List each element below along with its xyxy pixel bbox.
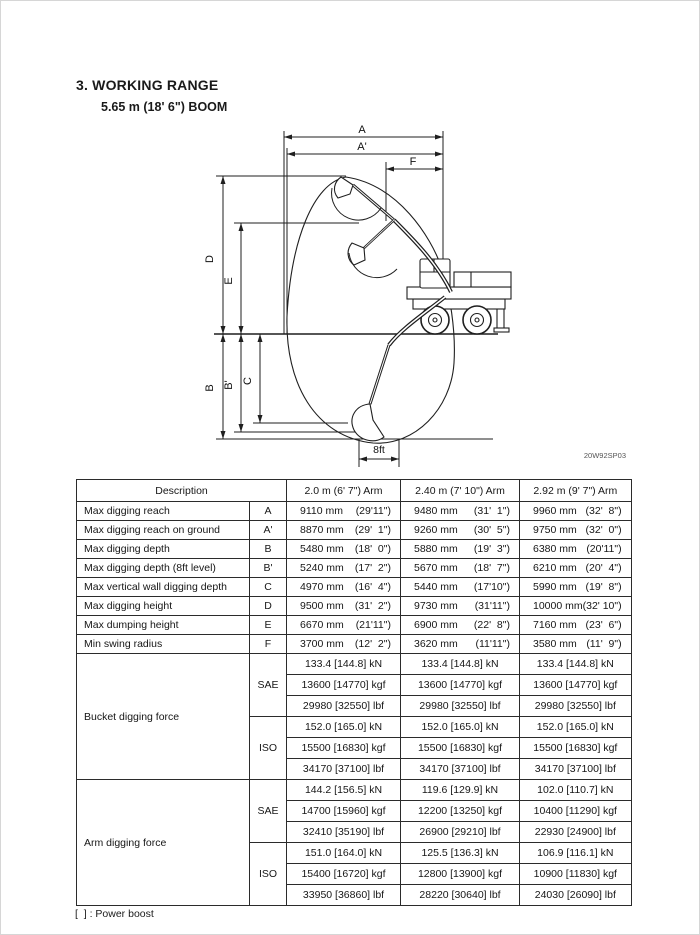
label-8ft: 8ft xyxy=(373,444,385,456)
row-letter: E xyxy=(250,616,287,635)
value-cell xyxy=(520,635,632,654)
imperial-value: (17' 2") xyxy=(354,562,391,574)
metric-value: 5480 mm xyxy=(300,543,344,555)
metric-value: 5880 mm xyxy=(414,543,458,555)
working-range-table xyxy=(76,479,632,906)
imperial-value: (16' 4") xyxy=(354,581,391,593)
value-cell xyxy=(520,578,632,597)
force-value: 13600 [14770] kgf xyxy=(401,675,520,696)
force-value: 26900 [29210] lbf xyxy=(401,822,520,843)
imperial-value: (22' 8") xyxy=(473,619,510,631)
force-value: 106.9 [116.1] kN xyxy=(520,843,632,864)
figure-code: 20W92SP03 xyxy=(583,451,626,460)
row-letter: A' xyxy=(250,521,287,540)
value-cell xyxy=(520,521,632,540)
imperial-value: (20'11") xyxy=(586,543,622,555)
column-header-arm3: 2.92 m (9' 7") Arm xyxy=(520,480,632,502)
metric-value: 3700 mm xyxy=(300,638,344,650)
section-title: 3. WORKING RANGE xyxy=(76,77,219,93)
metric-value: 9480 mm xyxy=(414,505,458,517)
column-header-arm2: 2.40 m (7' 10") Arm xyxy=(401,480,520,502)
bucket-mid xyxy=(348,243,365,265)
force-value: 15500 [16830] kgf xyxy=(520,738,632,759)
imperial-value: (32' 10") xyxy=(582,600,622,612)
force-value: 34170 [37100] lbf xyxy=(287,759,401,780)
bucket-bottom xyxy=(352,404,384,441)
metric-value: 9500 mm xyxy=(300,600,344,612)
row-letter: D xyxy=(250,597,287,616)
imperial-value: (32' 8") xyxy=(585,505,622,517)
metric-value: 6380 mm xyxy=(533,543,577,555)
metric-value: 8870 mm xyxy=(300,524,344,536)
label-a: A xyxy=(358,124,366,136)
label-f: F xyxy=(409,156,417,168)
force-value: 15400 [16720] kgf xyxy=(287,864,401,885)
row-label: Max vertical wall digging depth xyxy=(77,578,250,597)
force-value: 32410 [35190] lbf xyxy=(287,822,401,843)
row-label: Max digging depth xyxy=(77,540,250,559)
metric-value: 10000 mm xyxy=(533,600,583,612)
imperial-value: (19' 8") xyxy=(585,581,622,593)
force-value: 12200 [13250] kgf xyxy=(401,801,520,822)
force-value: 125.5 [136.3] kN xyxy=(401,843,520,864)
imperial-value: (19' 3") xyxy=(473,543,510,555)
bucket-top xyxy=(334,177,353,198)
force-value: 13600 [14770] kgf xyxy=(287,675,401,696)
force-value: 29980 [32550] lbf xyxy=(401,696,520,717)
value-cell xyxy=(401,559,520,578)
metric-value: 5240 mm xyxy=(300,562,344,574)
table-row xyxy=(77,597,632,616)
force-value: 29980 [32550] lbf xyxy=(287,696,401,717)
value-cell xyxy=(401,597,520,616)
metric-value: 3620 mm xyxy=(414,638,458,650)
imperial-value: (20' 4") xyxy=(585,562,622,574)
force-value: 22930 [24900] lbf xyxy=(520,822,632,843)
value-cell xyxy=(401,521,520,540)
standard-cell: SAE xyxy=(250,780,287,843)
force-value: 152.0 [165.0] kN xyxy=(520,717,632,738)
table-row xyxy=(77,521,632,540)
imperial-value: (18' 7") xyxy=(473,562,510,574)
metric-value: 5670 mm xyxy=(414,562,458,574)
metric-value: 6900 mm xyxy=(414,619,458,631)
imperial-value: (31' 1") xyxy=(473,505,510,517)
boom-subtitle: 5.65 m (18' 6") BOOM xyxy=(101,100,228,114)
row-letter: B' xyxy=(250,559,287,578)
force-value: 29980 [32550] lbf xyxy=(520,696,632,717)
value-cell xyxy=(287,635,401,654)
metric-value: 6670 mm xyxy=(300,619,344,631)
value-cell xyxy=(520,559,632,578)
value-cell xyxy=(287,597,401,616)
row-letter: F xyxy=(250,635,287,654)
label-b: B xyxy=(204,384,216,392)
force-value: 15500 [16830] kgf xyxy=(401,738,520,759)
value-cell xyxy=(401,540,520,559)
row-letter: A xyxy=(250,502,287,521)
force-value: 152.0 [165.0] kN xyxy=(401,717,520,738)
force-value: 133.4 [144.8] kN xyxy=(287,654,401,675)
force-value: 12800 [13900] kgf xyxy=(401,864,520,885)
force-value: 24030 [26090] lbf xyxy=(520,885,632,906)
force-value: 15500 [16830] kgf xyxy=(287,738,401,759)
force-value: 151.0 [164.0] kN xyxy=(287,843,401,864)
table-row xyxy=(77,780,632,801)
imperial-value: (29' 1") xyxy=(354,524,391,536)
imperial-value: (31' 2") xyxy=(354,600,391,612)
metric-value: 9260 mm xyxy=(414,524,458,536)
force-value: 10900 [11830] kgf xyxy=(520,864,632,885)
imperial-value: (21'11") xyxy=(355,619,391,631)
force-value: 133.4 [144.8] kN xyxy=(401,654,520,675)
force-value: 144.2 [156.5] kN xyxy=(287,780,401,801)
metric-value: 4970 mm xyxy=(300,581,344,593)
value-cell xyxy=(287,540,401,559)
force-value: 119.6 [129.9] kN xyxy=(401,780,520,801)
label-e: E xyxy=(223,277,235,285)
value-cell xyxy=(287,521,401,540)
imperial-value: (23' 6") xyxy=(585,619,622,631)
value-cell xyxy=(287,578,401,597)
row-label: Max digging depth (8ft level) xyxy=(77,559,250,578)
metric-value: 9960 mm xyxy=(533,505,577,517)
table-row xyxy=(77,616,632,635)
standard-cell: ISO xyxy=(250,843,287,906)
metric-value: 9730 mm xyxy=(414,600,458,612)
column-header-arm1: 2.0 m (6' 7") Arm xyxy=(287,480,401,502)
force-value: 13600 [14770] kgf xyxy=(520,675,632,696)
standard-cell: ISO xyxy=(250,717,287,780)
value-cell xyxy=(401,616,520,635)
row-label: Min swing radius xyxy=(77,635,250,654)
imperial-value: (30' 5") xyxy=(473,524,510,536)
imperial-value: (11' 9") xyxy=(586,638,622,650)
table-row xyxy=(77,578,632,597)
value-cell xyxy=(287,559,401,578)
value-cell xyxy=(520,597,632,616)
table-header-row xyxy=(77,480,632,502)
value-cell xyxy=(520,540,632,559)
force-value: 34170 [37100] lbf xyxy=(401,759,520,780)
imperial-value: (12' 2") xyxy=(354,638,391,650)
imperial-value: (18' 0") xyxy=(354,543,391,555)
excavator-body xyxy=(407,259,511,334)
force-value: 133.4 [144.8] kN xyxy=(520,654,632,675)
metric-value: 6210 mm xyxy=(533,562,577,574)
force-value: 10400 [11290] kgf xyxy=(520,801,632,822)
imperial-value: (11'11") xyxy=(475,638,510,650)
metric-value: 5990 mm xyxy=(533,581,577,593)
imperial-value: (31'11") xyxy=(474,600,510,612)
table-row xyxy=(77,540,632,559)
row-label: Max digging height xyxy=(77,597,250,616)
force-label: Arm digging force xyxy=(77,780,250,906)
force-value: 102.0 [110.7] kN xyxy=(520,780,632,801)
metric-value: 9750 mm xyxy=(533,524,577,536)
force-value: 14700 [15960] kgf xyxy=(287,801,401,822)
force-label: Bucket digging force xyxy=(77,654,250,780)
value-cell xyxy=(287,502,401,521)
row-label: Max dumping height xyxy=(77,616,250,635)
force-value: 152.0 [165.0] kN xyxy=(287,717,401,738)
force-value: 33950 [36860] lbf xyxy=(287,885,401,906)
label-b-prime: B' xyxy=(223,380,235,390)
force-value: 28220 [30640] lbf xyxy=(401,885,520,906)
value-cell xyxy=(401,502,520,521)
imperial-value: (17'10") xyxy=(473,581,510,593)
table-row xyxy=(77,654,632,675)
force-value: 34170 [37100] lbf xyxy=(520,759,632,780)
standard-cell: SAE xyxy=(250,654,287,717)
column-header-description: Description xyxy=(77,480,287,502)
imperial-value: (29'11") xyxy=(355,505,391,517)
table-row xyxy=(77,635,632,654)
metric-value: 9110 mm xyxy=(300,505,343,517)
metric-value: 5440 mm xyxy=(414,581,458,593)
row-letter: B xyxy=(250,540,287,559)
metric-value: 7160 mm xyxy=(533,619,577,631)
label-a-prime: A' xyxy=(357,141,367,153)
value-cell xyxy=(401,578,520,597)
row-letter: C xyxy=(250,578,287,597)
power-boost-footnote: [ ] : Power boost xyxy=(75,908,154,920)
table-row xyxy=(77,502,632,521)
label-c: C xyxy=(242,377,254,385)
working-range-diagram xyxy=(1,111,700,477)
value-cell xyxy=(520,502,632,521)
label-d: D xyxy=(204,255,216,263)
row-label: Max digging reach on ground xyxy=(77,521,250,540)
value-cell xyxy=(287,616,401,635)
value-cell xyxy=(520,616,632,635)
row-label: Max digging reach xyxy=(77,502,250,521)
metric-value: 3580 mm xyxy=(533,638,577,650)
table-row xyxy=(77,559,632,578)
value-cell xyxy=(401,635,520,654)
imperial-value: (32' 0") xyxy=(585,524,622,536)
